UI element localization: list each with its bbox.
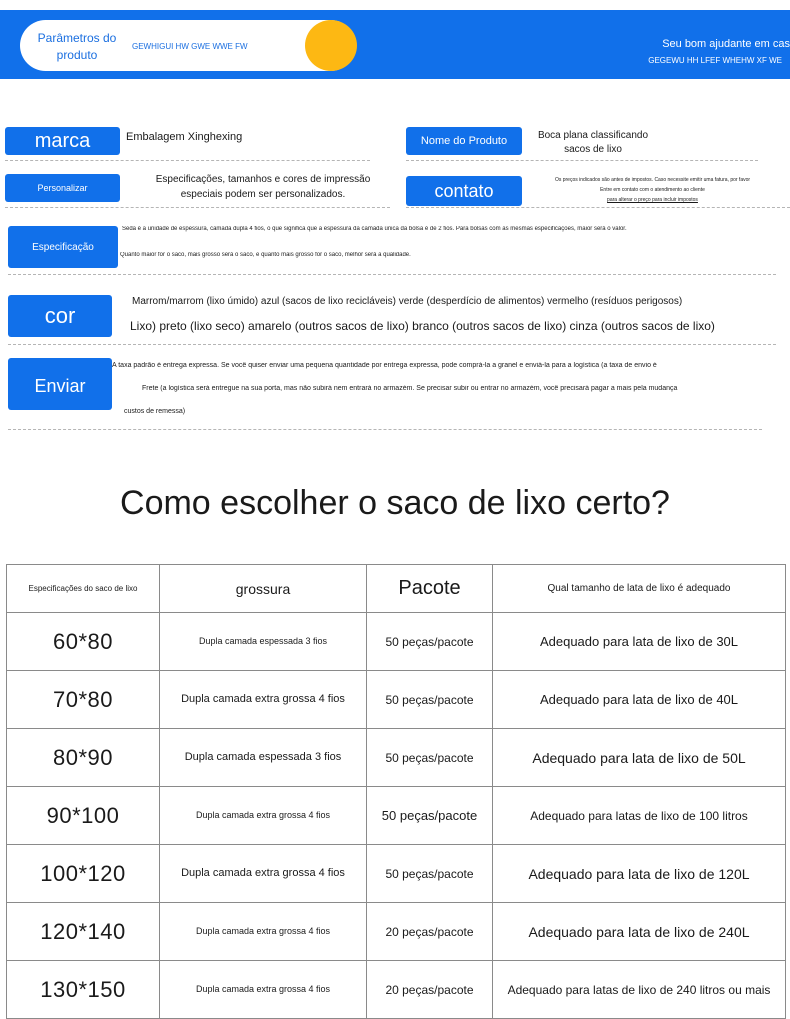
cell-size: 120*140 (7, 903, 160, 961)
cell-fit: Adequado para lata de lixo de 30L (493, 613, 786, 671)
cell-fit: Adequado para lata de lixo de 40L (493, 671, 786, 729)
table-row (7, 613, 786, 671)
divider (8, 274, 776, 275)
header-slogan-sub: GEGEWU HH LFEF WHEHW XF WE (648, 56, 782, 65)
header-size: Especificações do saco de lixo (7, 565, 160, 613)
color-line-1: Marrom/marrom (lixo úmido) azul (sacos de lixo recicláveis) verde (desperdício de alimentos) vermelho (resíduos perigosos) (132, 296, 683, 307)
table-row (7, 787, 786, 845)
cell-package: 20 peças/pacote (367, 961, 493, 1019)
cell-thickness: Dupla camada extra grossa 4 fios (160, 671, 367, 729)
cell-thickness: Dupla camada extra grossa 4 fios (160, 961, 367, 1019)
header-fit: Qual tamanho de lata de lixo é adequado (493, 565, 786, 613)
section-title: Como escolher o saco de lixo certo? (120, 484, 670, 522)
ship-line-2: Frete (a logística será entregue na sua porta, mas não subirá nem entrará no armazém. Se precisar subir ou entrar no armazém, você precisará pagar a mais pela mudança (142, 385, 678, 392)
spec-line-1: Seda é a unidade de espessura, camada dupla 4 fios, o que significa que a espessura da camada única da bolsa é de 2 fios. Para bolsas com as mesmas especificações, maior será o valor. (122, 226, 627, 232)
brand-value: Embalagem Xinghexing (126, 131, 243, 143)
color-label-tag: cor (8, 295, 112, 337)
product-name-value: Boca plana classificando sacos de lixo (537, 130, 649, 155)
table-row (7, 671, 786, 729)
cell-size: 100*120 (7, 845, 160, 903)
yellow-circle-decoration (305, 20, 357, 71)
customize-value: Especificações, tamanhos e cores de impressão especiais podem ser personalizados. (155, 174, 371, 200)
table-header-row (7, 565, 786, 613)
cell-thickness: Dupla camada espessada 3 fios (160, 613, 367, 671)
ship-line-1: A taxa padrão é entrega expressa. Se você quiser enviar uma pequena quantidade por entrega expressa, pode comprá-la a granel e enviá-la para a logística (a taxa de envio é (112, 362, 657, 369)
cell-fit: Adequado para latas de lixo de 100 litros (493, 787, 786, 845)
header-slogan: Seu bom ajudante em cas (662, 38, 790, 50)
spec-table (6, 564, 786, 1019)
contact-value: Os preços indicados são antes de impostos. Caso necessite emitir uma fatura, por favor Entre em contato com o atendimento ao cliente para alterar o preço para incluir impostos (554, 177, 751, 203)
spec-label-tag: Especificação (8, 226, 118, 268)
divider (5, 160, 370, 161)
cell-size: 60*80 (7, 613, 160, 671)
divider (8, 429, 762, 430)
table-row (7, 845, 786, 903)
brand-label-tag: marca (5, 127, 120, 155)
cell-fit: Adequado para latas de lixo de 240 litros ou mais (493, 961, 786, 1019)
header-thickness: grossura (160, 565, 367, 613)
cell-package: 50 peças/pacote (367, 845, 493, 903)
product-name-label-tag: Nome do Produto (406, 127, 522, 155)
product-params-subtitle: GEWHIGUI HW GWE WWE FW (132, 42, 248, 51)
table-row (7, 903, 786, 961)
cell-package: 50 peças/pacote (367, 787, 493, 845)
cell-size: 80*90 (7, 729, 160, 787)
cell-size: 130*150 (7, 961, 160, 1019)
cell-size: 90*100 (7, 787, 160, 845)
ship-line-3: custos de remessa) (124, 408, 186, 415)
product-params-title: Parâmetros do produto (37, 31, 117, 62)
divider (406, 160, 758, 161)
cell-package: 50 peças/pacote (367, 671, 493, 729)
cell-fit: Adequado para lata de lixo de 50L (493, 729, 786, 787)
contact-label-tag: contato (406, 176, 522, 206)
header-banner (0, 10, 790, 79)
color-line-2: Lixo) preto (lixo seco) amarelo (outros sacos de lixo) branco (outros sacos de lixo) cinza (outros sacos de lixo) (130, 319, 715, 333)
cell-package: 50 peças/pacote (367, 729, 493, 787)
customize-label-tag: Personalizar (5, 174, 120, 202)
divider (5, 207, 390, 208)
cell-package: 50 peças/pacote (367, 613, 493, 671)
cell-thickness: Dupla camada espessada 3 fios (160, 729, 367, 787)
cell-package: 20 peças/pacote (367, 903, 493, 961)
divider (8, 344, 776, 345)
divider (406, 207, 790, 208)
spec-line-2: Quanto maior for o saco, mais grosso será o saco, e quanto mais grosso for o saco, melhor será a qualidade. (120, 252, 411, 258)
cell-thickness: Dupla camada extra grossa 4 fios (160, 903, 367, 961)
table-row (7, 729, 786, 787)
cell-fit: Adequado para lata de lixo de 120L (493, 845, 786, 903)
cell-thickness: Dupla camada extra grossa 4 fios (160, 845, 367, 903)
header-package: Pacote (367, 565, 493, 613)
table-row (7, 961, 786, 1019)
cell-fit: Adequado para lata de lixo de 240L (493, 903, 786, 961)
ship-label-tag: Enviar (8, 358, 112, 410)
cell-size: 70*80 (7, 671, 160, 729)
cell-thickness: Dupla camada extra grossa 4 fios (160, 787, 367, 845)
